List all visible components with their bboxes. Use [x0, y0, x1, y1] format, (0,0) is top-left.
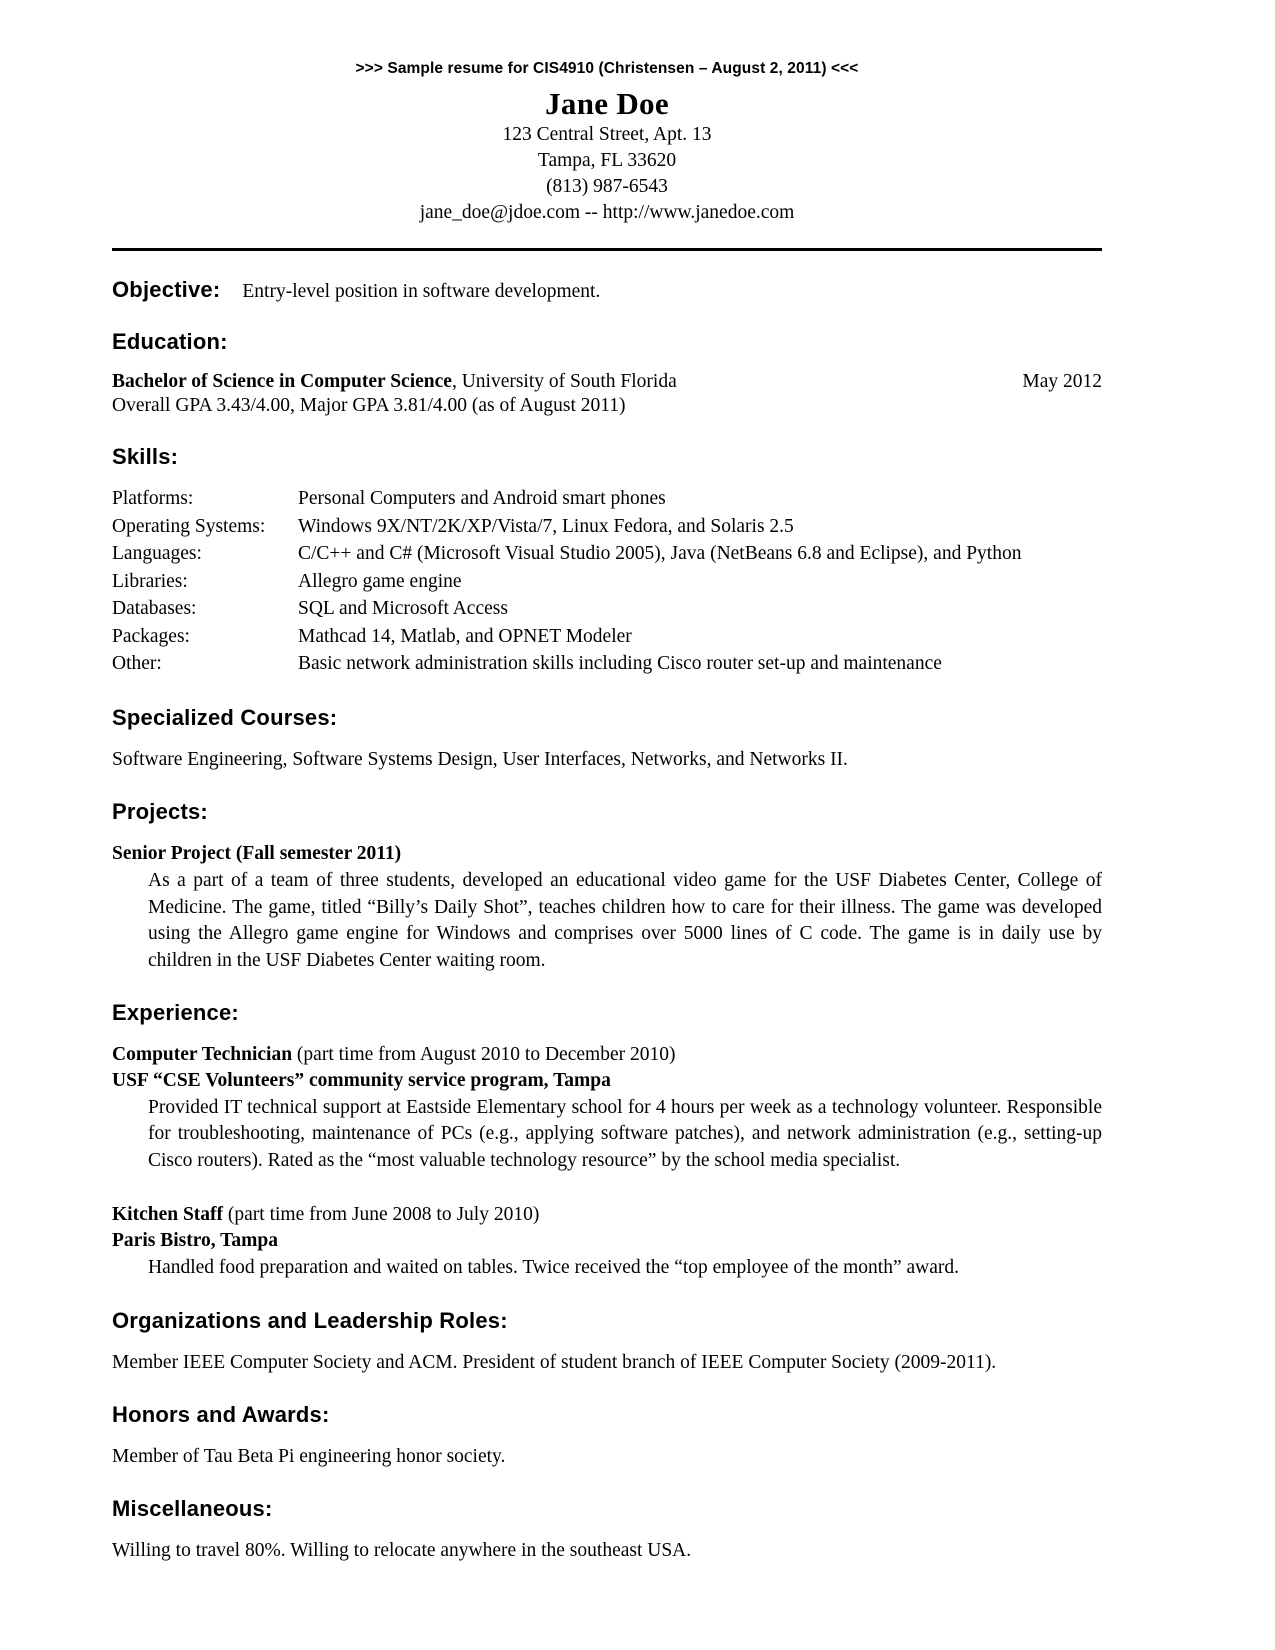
experience-role — [112, 1042, 1102, 1067]
address-line-2: Tampa, FL 33620 — [537, 149, 677, 171]
table-row — [112, 541, 1102, 569]
experience-role-title: Computer Technician — [112, 1044, 293, 1066]
table-row — [112, 596, 1102, 624]
skill-value: Windows 9X/NT/2K/XP/Vista/7, Linux Fedora, and Solaris 2.5 — [298, 515, 794, 537]
experience-description: Provided IT technical support at Eastside Elementary school for 4 hours per week as a technology volunteer. Responsible for troubleshooting, maintenance of PCs (e.g., applying software patches), and network administration (e.g., setting-up Cisco routers). Rated as the “most valuable technology resource” by the school media specialist. — [148, 1096, 1102, 1171]
experience-description: Handled food preparation and waited on tables. Twice received the “top employee of the month” award. — [148, 1257, 960, 1279]
experience-employer: Paris Bistro, Tampa — [112, 1229, 278, 1251]
education-date: May 2012 — [1022, 370, 1102, 392]
table-row — [112, 624, 1102, 652]
table-row — [112, 651, 1102, 679]
skill-value: Personal Computers and Android smart phones — [298, 488, 666, 510]
document-note: >>> Sample resume for CIS4910 (Christensen – August 2, 2011) <<< — [355, 60, 859, 77]
project-entry — [112, 841, 1102, 974]
section-education — [112, 329, 1102, 418]
skills-heading: Skills: — [112, 444, 179, 470]
objective-heading: Objective: — [112, 276, 221, 302]
experience-entry — [112, 1042, 1102, 1174]
experience-role-title: Kitchen Staff — [112, 1204, 224, 1226]
candidate-name: Jane Doe — [545, 86, 669, 121]
organizations-text: Member IEEE Computer Society and ACM. President of student branch of IEEE Computer Society (2009-2011). — [112, 1351, 997, 1373]
projects-heading: Projects: — [112, 798, 208, 824]
skill-label: Platforms: — [112, 488, 194, 510]
email-and-website: jane_doe@jdoe.com -- http://www.janedoe.com — [419, 201, 795, 223]
skill-value: Allegro game engine — [298, 570, 462, 592]
section-miscellaneous — [112, 1496, 1102, 1564]
education-entry — [112, 371, 1102, 393]
phone-number: (813) 987-6543 — [546, 175, 668, 197]
education-heading: Education: — [112, 328, 228, 354]
skills-table — [112, 486, 1102, 679]
education-degree: Bachelor of Science in Computer Science — [112, 370, 452, 392]
skill-value: C/C++ and C# (Microsoft Visual Studio 2005), Java (NetBeans 6.8 and Eclipse), and Python — [298, 543, 1022, 565]
skill-label: Libraries: — [112, 570, 188, 592]
skill-value: Basic network administration skills including Cisco router set-up and maintenance — [298, 653, 942, 675]
section-experience — [112, 1000, 1102, 1281]
table-row — [112, 569, 1102, 597]
skill-value: Mathcad 14, Matlab, and OPNET Modeler — [298, 625, 632, 647]
experience-employer: USF “CSE Volunteers” community service program, Tampa — [112, 1069, 611, 1091]
experience-role-dates: (part time from June 2008 to July 2010) — [223, 1204, 540, 1226]
objective-text: Entry-level position in software development. — [242, 280, 601, 302]
experience-role — [112, 1202, 1102, 1227]
specialized-courses-heading: Specialized Courses: — [112, 704, 338, 730]
honors-text: Member of Tau Beta Pi engineering honor society. — [112, 1445, 506, 1467]
skill-label: Packages: — [112, 625, 190, 647]
education-school: , University of South Florida — [451, 370, 677, 392]
section-specialized-courses — [112, 705, 1102, 773]
section-organizations — [112, 1308, 1102, 1376]
miscellaneous-text: Willing to travel 80%. Willing to relocate anywhere in the southeast USA. — [112, 1539, 692, 1561]
header-divider — [112, 248, 1102, 251]
specialized-courses-text: Software Engineering, Software Systems Design, User Interfaces, Networks, and Networks II. — [112, 748, 848, 770]
section-honors — [112, 1402, 1102, 1470]
section-objective — [112, 277, 1102, 303]
project-title: Senior Project (Fall semester 2011) — [112, 842, 402, 864]
skill-label: Operating Systems: — [112, 515, 266, 537]
education-gpa: Overall GPA 3.43/4.00, Major GPA 3.81/4.00 (as of August 2011) — [112, 394, 626, 416]
section-skills — [112, 444, 1102, 679]
section-projects — [112, 799, 1102, 974]
skill-label: Other: — [112, 653, 162, 675]
skill-label: Languages: — [112, 543, 202, 565]
organizations-heading: Organizations and Leadership Roles: — [112, 1307, 508, 1333]
miscellaneous-heading: Miscellaneous: — [112, 1495, 273, 1521]
skill-value: SQL and Microsoft Access — [298, 598, 508, 620]
table-row — [112, 486, 1102, 514]
experience-role-dates: (part time from August 2010 to December 2010) — [292, 1044, 676, 1066]
project-description: As a part of a team of three students, developed an educational video game for the USF Diabetes Center, College of Medicine. The game, titled “Billy’s Daily Shot”, teaches children how to care for their illness. The game was developed using the Allegro game engine for Windows and comprises over 5000 lines of C code. The game is in daily use by children in the USF Diabetes Center waiting room. — [148, 870, 1102, 971]
resume-sheet — [112, 60, 1102, 1564]
experience-heading: Experience: — [112, 1000, 239, 1026]
experience-entry — [112, 1202, 1102, 1281]
address-line-1: 123 Central Street, Apt. 13 — [502, 124, 712, 145]
skill-label: Databases: — [112, 598, 197, 620]
table-row — [112, 514, 1102, 542]
honors-heading: Honors and Awards: — [112, 1401, 330, 1427]
